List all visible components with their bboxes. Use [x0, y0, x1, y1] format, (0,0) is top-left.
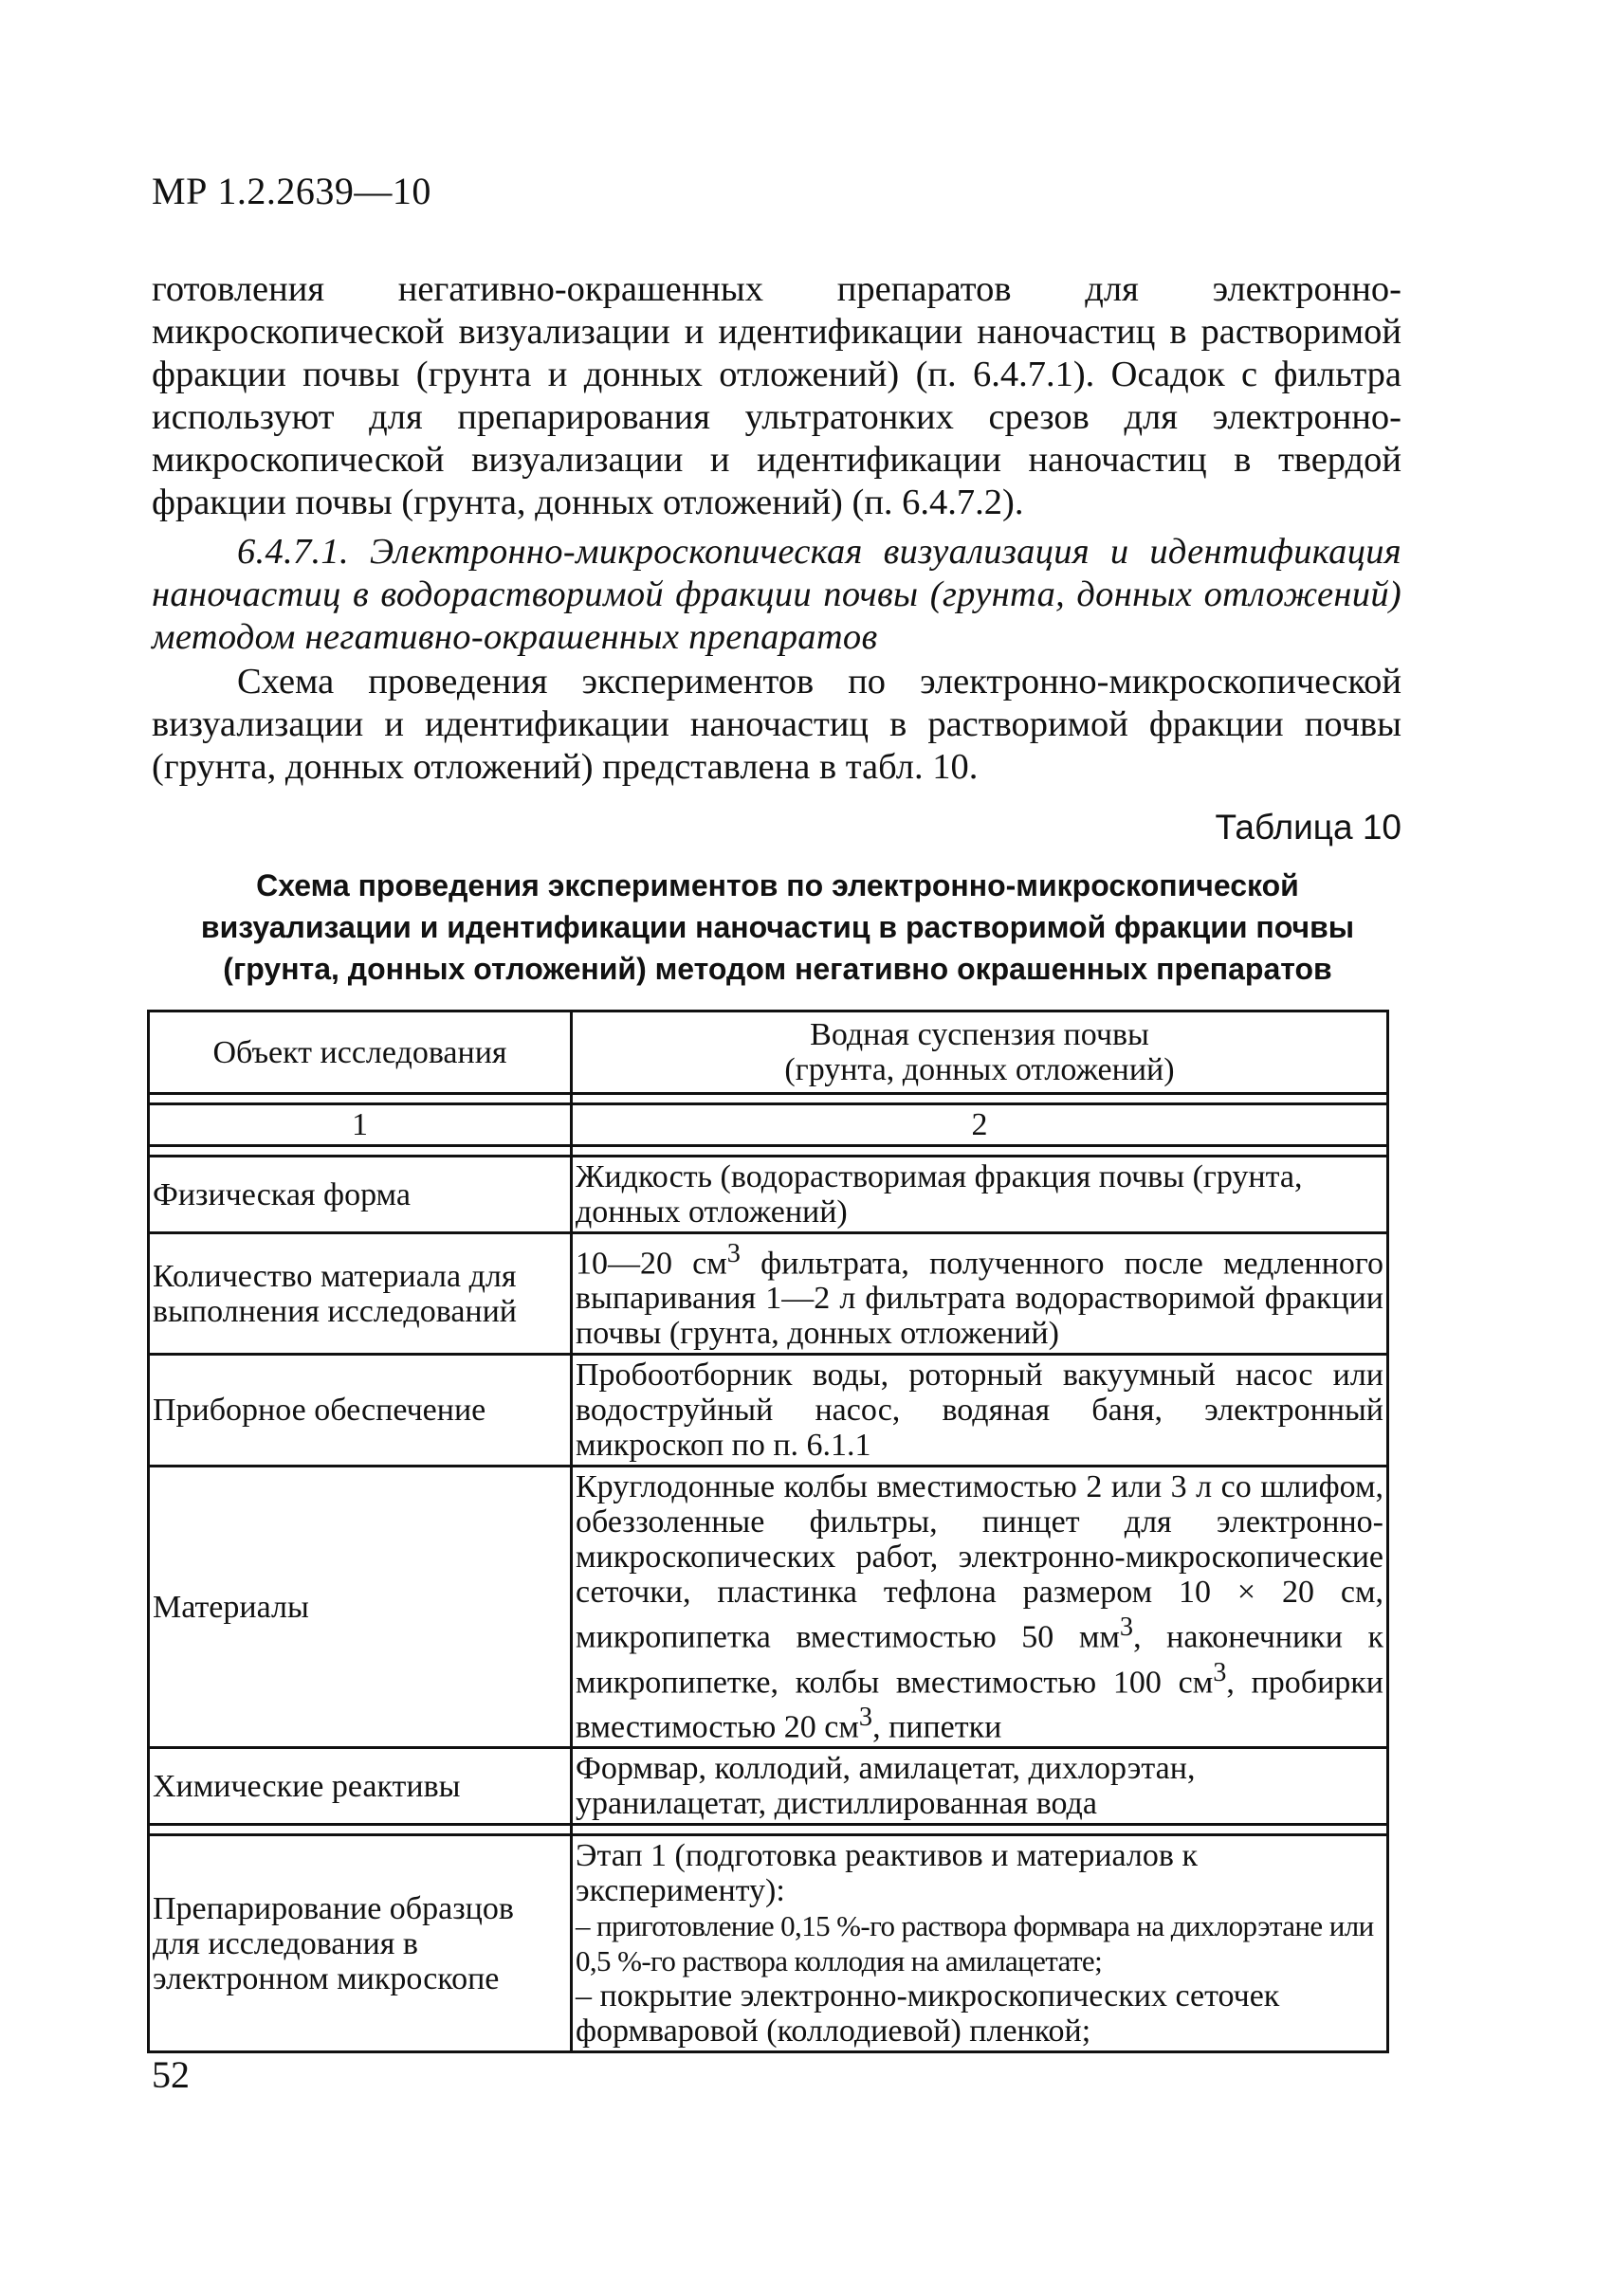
- table-title-line-3: (грунта, донных отложений) методом негативно окрашенных препаратов: [223, 952, 1332, 986]
- stage-1-heading: Этап 1 (подготовка реактивов и материалов к эксперименту):: [576, 1838, 1198, 1909]
- stage-1-item-solution: – приготовление 0,15 %-го раствора формвара на дихлорэтане или 0,5 %-го раствора коллодия на амилацетате;: [576, 1909, 1374, 1978]
- row-label-physical-form: Физическая форма: [149, 1157, 572, 1233]
- header-col2-line-2: (грунта, донных отложений): [784, 1052, 1175, 1087]
- table-row: [149, 1233, 1388, 1355]
- document-code-header: МР 1.2.2639—10: [152, 170, 431, 212]
- paragraph-continuation: готовления негативно-окрашенных препаратов для электронно-микроскопической визуализации и идентификации наночастиц в растворимой фракции почвы (грунта и донных отложений) (п. 6.4.7.1). Осадок с фильтра используют для препарирования ультратонких срезов для электронно-микроскопической визуализации и идентификации наночастиц в твердой фракции почвы (грунта, донных отложений) (п. 6.4.7.2).: [152, 269, 1401, 522]
- row-label-reagents: Химические реактивы: [149, 1748, 572, 1825]
- table-row: [149, 1355, 1388, 1467]
- section-heading-6-4-7-1: 6.4.7.1. Электронно-микроскопическая визуализация и идентификация наночастиц в водорастворимой фракции почвы (грунта, донных отложений) методом негативно-окрашенных препаратов: [152, 532, 1401, 657]
- table-title-line-1: Схема проведения экспериментов по электронно-микроскопической: [256, 868, 1299, 902]
- row-value-reagents: Формвар, коллодий, амилацетат, дихлорэтан, уранилацетат, дистиллированная вода: [572, 1748, 1388, 1825]
- table-number: Таблица 10: [1215, 808, 1401, 847]
- row-value-equipment: Пробоотборник воды, роторный вакуумный насос или водоструйный насос, водяная баня, электронный микроскоп по п. 6.1.1: [572, 1355, 1388, 1467]
- table-row: [149, 1157, 1388, 1233]
- table-row: [149, 1748, 1388, 1825]
- table-title-line-2: визуализации и идентификации наночастиц в растворимой фракции почвы: [200, 910, 1355, 944]
- header-spacer: [149, 1094, 1388, 1104]
- amount-text-start: 10—20 см: [576, 1246, 727, 1282]
- numbers-spacer: [149, 1146, 1388, 1157]
- row-label-equipment: Приборное обеспечение: [149, 1355, 572, 1467]
- materials-sup-a: 3: [1119, 1613, 1134, 1643]
- column-number-1: 1: [149, 1104, 572, 1146]
- row-label-material-amount: Количество материала для выполнения исследований: [149, 1233, 572, 1355]
- materials-sup-c: 3: [858, 1702, 873, 1732]
- materials-text-d: , пипетки: [872, 1709, 1002, 1745]
- reagents-spacer: [149, 1825, 1388, 1835]
- row-value-physical-form: Жидкость (водорастворимая фракция почвы (грунта, донных отложений): [572, 1157, 1388, 1233]
- column-number-row: [149, 1104, 1388, 1146]
- materials-sup-b: 3: [1213, 1657, 1227, 1687]
- column-number-2: 2: [572, 1104, 1388, 1146]
- row-value-material-amount: [572, 1233, 1388, 1355]
- amount-text-end: фильтрата, полученного после медленного выпаривания 1—2 л фильтрата водорастворимой фракции почвы (грунта, донных отложений): [576, 1246, 1384, 1352]
- materials-text-a: Круглодонные колбы вместимостью 2 или 3 л со шлифом, обеззоленные фильтры, пинцет для электронно-микроскопических работ, электронно-микроскопические сеточки, пластинка тефлона размером 10 × 20 см, микропипетка вместимостью 50 мм: [576, 1469, 1383, 1655]
- table-row: [149, 1835, 1388, 2052]
- stage-1-item-coating: – покрытие электронно-микроскопических сеточек формваровой (коллодиевой) пленкой;: [576, 1978, 1280, 2050]
- experiment-scheme-table: [147, 1010, 1389, 2053]
- header-water-suspension: [572, 1011, 1388, 1094]
- table-row: [149, 1467, 1388, 1748]
- row-label-materials: Материалы: [149, 1467, 572, 1748]
- materials-text-c: , пробирки вместимостью 20 см: [576, 1664, 1384, 1745]
- materials-text-b: , наконечники к микропипетке, колбы вместимостью 100 см: [576, 1619, 1383, 1700]
- header-object-of-study: Объект исследования: [149, 1011, 572, 1094]
- page-number: 52: [152, 2053, 190, 2096]
- table-header-row: [149, 1011, 1388, 1094]
- table-title: [147, 865, 1408, 990]
- header-col2-line-1: Водная суспензия почвы: [810, 1017, 1149, 1052]
- amount-superscript: 3: [726, 1239, 741, 1268]
- row-value-sample-preparation: [572, 1835, 1388, 2052]
- paragraph-scheme-reference: Схема проведения экспериментов по электронно-микроскопической визуализации и идентификации наночастиц в растворимой фракции почвы (грунта, донных отложений) представлена в табл. 10.: [152, 662, 1401, 787]
- row-value-materials: [572, 1467, 1388, 1748]
- row-label-sample-preparation: Препарирование образцов для исследования в электронном микроскопе: [149, 1835, 572, 2052]
